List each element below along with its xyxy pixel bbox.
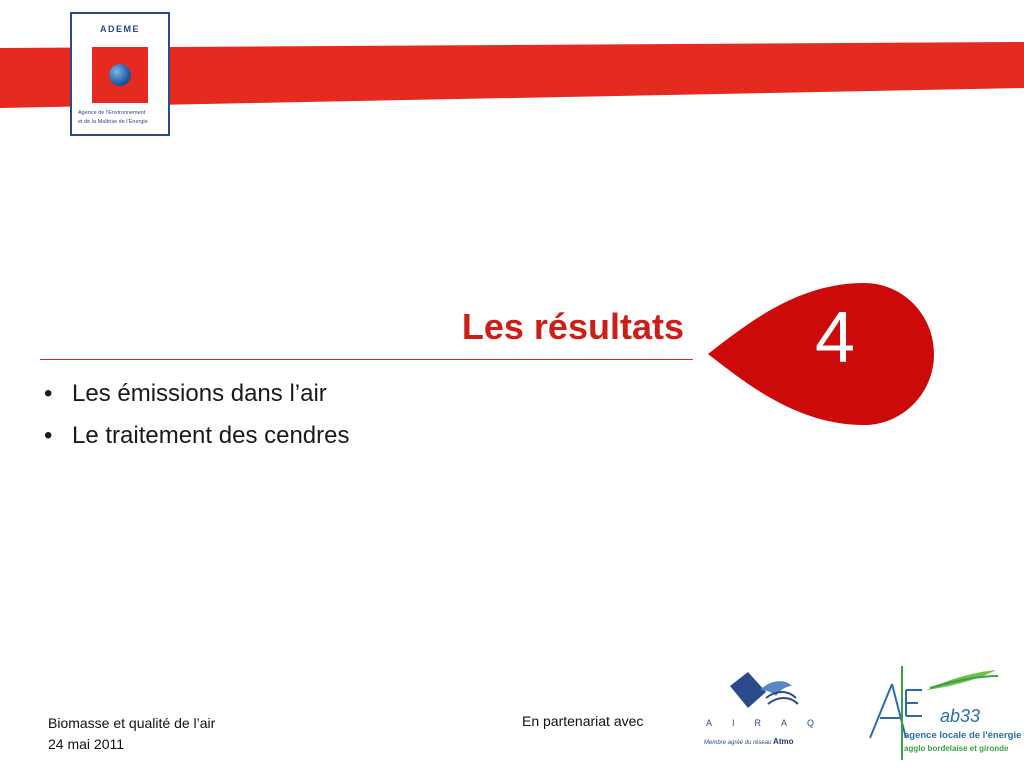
globe-icon <box>109 64 131 86</box>
bullet-icon: • <box>44 380 53 407</box>
list-item-text: Le traitement des cendres <box>72 422 350 449</box>
airaq-wordmark: AIRAQ <box>706 718 835 728</box>
list-item <box>44 377 350 419</box>
bullet-icon: • <box>44 422 53 449</box>
airaq-member-label: Membre agréé du réseau <box>704 740 772 746</box>
section-divider <box>40 359 693 360</box>
footer-partner-text: En partenariat avec <box>522 713 644 729</box>
ademe-red-square <box>92 47 148 103</box>
atmo-network-name: Atmo <box>773 737 794 746</box>
section-title: Les résultats <box>461 306 684 347</box>
footer-info <box>48 713 215 755</box>
ademe-caption-line1: Agence de l’Environnement <box>78 110 146 116</box>
ademe-caption <box>78 109 166 127</box>
list-item <box>44 419 350 461</box>
footer-date: 24 mai 2011 <box>48 736 125 752</box>
footer-event-title: Biomasse et qualité de l’air <box>48 715 216 731</box>
airaq-member-text <box>704 737 844 746</box>
list-item-text: Les émissions dans l’air <box>72 380 327 407</box>
ademe-wordmark: ADEME <box>99 24 140 34</box>
ale-area: agglo bordelaise et gironde <box>904 744 1009 753</box>
ademe-logo <box>70 12 170 136</box>
ale-mark: ab33 <box>940 706 981 726</box>
ademe-caption-line2: et de la Maîtrise de l’Energie <box>78 119 148 125</box>
ale-name: agence locale de l'énergie <box>904 730 1022 741</box>
bullet-list <box>44 377 350 461</box>
section-number: 4 <box>814 298 856 378</box>
